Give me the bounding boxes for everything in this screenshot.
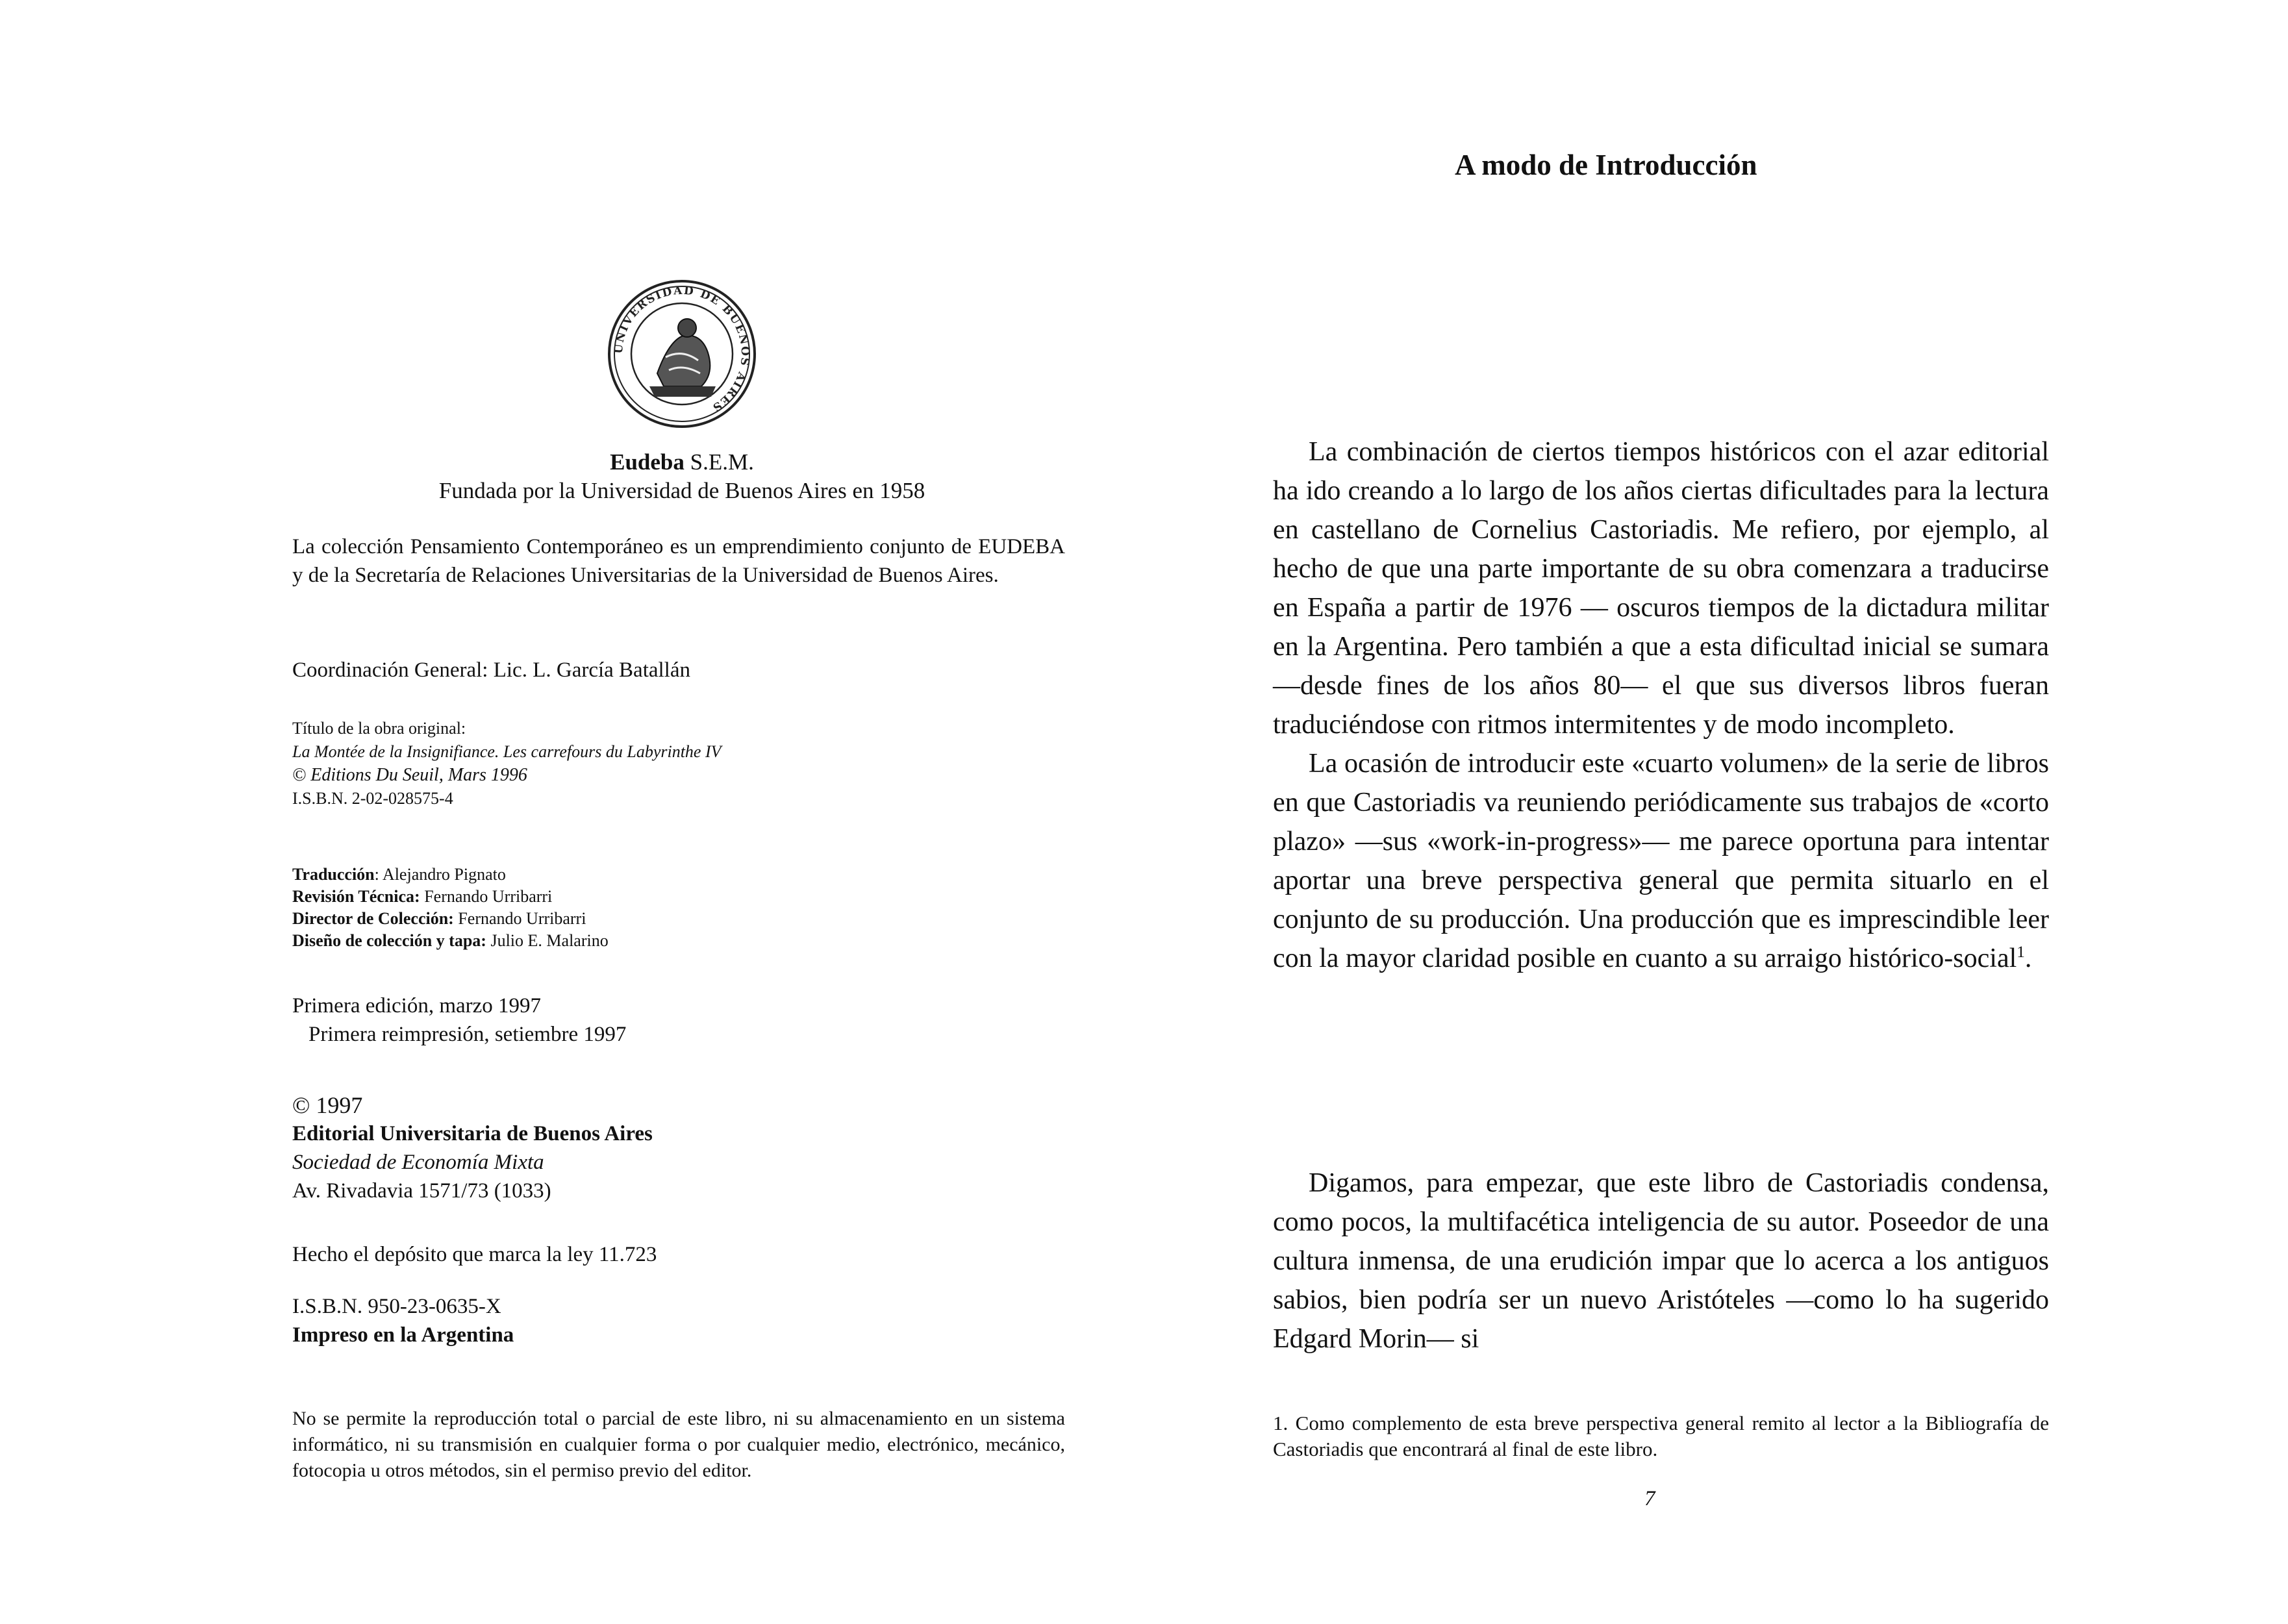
credit-collection-director: [292, 908, 1065, 930]
credit-role: Traducción: [292, 865, 375, 884]
publisher-suffix: S.E.M.: [684, 449, 754, 475]
printed-in: Impreso en la Argentina: [292, 1323, 514, 1347]
body-text-1: [1273, 432, 2049, 978]
credit-role: Director de Colección:: [292, 909, 454, 928]
original-title-label: Título de la obra original:: [292, 719, 466, 738]
credit-name: Julio E. Malarino: [486, 931, 609, 950]
page-number: 7: [1644, 1487, 1655, 1510]
left-page: [0, 0, 1143, 1624]
credits-list: [292, 864, 1065, 952]
copyright-address: Av. Rivadavia 1571/73 (1033): [292, 1179, 551, 1203]
credit-role: Revisión Técnica:: [292, 887, 420, 906]
copyright-society: Sociedad de Economía Mixta: [292, 1151, 544, 1174]
first-reprint: Primera reimpresión, setiembre 1997: [308, 1023, 627, 1046]
credit-name: Fernando Urribarri: [420, 887, 553, 906]
original-title-block: [292, 717, 1065, 810]
copyright-block: [292, 1091, 1065, 1205]
footnote-marker: 1: [2017, 943, 2025, 961]
credit-name: Fernando Urribarri: [453, 909, 586, 928]
footnote: 1. Como complemento de esta breve perspectiva general remito al lector a la Bibliografía de Castoriadis que encontrará al final de este libro.: [1273, 1412, 2049, 1460]
publisher-founded: Fundada por la Universidad de Buenos Aires en 1958: [438, 478, 925, 503]
paragraph-1: La combinación de ciertos tiempos históricos con el azar editorial ha ido creando a lo largo de los años ciertas dificultades para la lectura en castellano de Cornelius Castoriadis. Me refiero, por ejemplo, al hecho de que una parte importante de su obra comenzara a traducirse en España a partir de 1976 — oscuros tiempos de la dictadura militar en la Argentina. Pero también a que a esta dificultad inicial se sumara —desde fines de los años 80— el que sus diversos libros fueran traduciéndose con ritmos intermitentes y de modo incompleto.: [1273, 437, 2049, 740]
paragraph-2-text: La ocasión de introducir este «cuarto volumen» de la serie de libros en que Castoriadis va reuniendo periódicamente sus trabajos de «corto plazo» —sus «work-in-progress»— me parece oportuna para intentar aportar una breve perspectiva general que permita situarlo en el conjunto de su producción. Una producción que es imprescindible leer con la mayor claridad posible en cuanto a su arraigo histórico-social: [1273, 749, 2049, 973]
publisher-name-bold: Eudeba: [610, 449, 685, 475]
body-text-2: [1273, 1164, 2049, 1358]
editions-block: [292, 992, 1065, 1049]
copyright-publisher: Editorial Universitaria de Buenos Aires: [292, 1122, 653, 1145]
seal-ring-text: UNIVERSIDAD DE BUENOS AIRES: [612, 284, 752, 415]
credit-name: : Alejandro Pignato: [374, 865, 506, 884]
credit-design: [292, 930, 1065, 952]
reproduction-notice: No se permite la reproducción total o parcial de este libro, ni su almacenamiento en un sistema informático, ni su transmisión en cualquier forma o por cualquier medio, electrónico, mecánico, fotocopia u otros métodos, sin el permiso previo del editor.: [292, 1408, 1065, 1481]
isbn-block: [292, 1292, 1065, 1349]
original-isbn: I.S.B.N. 2-02-028575-4: [292, 789, 453, 808]
credit-role: Diseño de colección y tapa:: [292, 931, 486, 950]
publisher-block: [364, 448, 1000, 505]
collection-note: La colección Pensamiento Contemporáneo es un emprendimiento conjunto de EUDEBA y de la Secretaría de Relaciones Universitarias de la Universidad de Buenos Aires.: [292, 535, 1065, 587]
original-copyright: © Editions Du Seuil, Mars 1996: [292, 765, 527, 785]
first-edition: Primera edición, marzo 1997: [292, 994, 542, 1018]
paragraph-3: Digamos, para empezar, que este libro de Castoriadis condensa, como pocos, la multifacética inteligencia de su autor. Poseedor de una cultura inmensa, de una erudición impar que lo acerca a los antiguos sabios, bien podría ser un nuevo Aristóteles —como lo ha sugerido Edgard Morin— si: [1273, 1168, 2049, 1354]
book-isbn: I.S.B.N. 950-23-0635-X: [292, 1295, 501, 1318]
credit-technical-review: [292, 886, 1065, 908]
chapter-title: A modo de Introducción: [1455, 149, 1757, 181]
original-title: La Montée de la Insignifiance. Les carrefours du Labyrinthe IV: [292, 742, 722, 761]
coordination: Coordinación General: Lic. L. García Batallán: [292, 658, 690, 682]
publisher-name: [364, 448, 1000, 477]
university-seal-icon: [604, 276, 760, 432]
paragraph-2: La ocasión de introducir este «cuarto volumen» de la serie de libros en que Castoriadis va reuniendo periódicamente sus trabajos de «corto plazo» —sus «work-in-progress»— me parece oportuna para intentar aportar una breve perspectiva general que permita situarlo en el conjunto de su producción. Una producción que es imprescindible leer con la mayor claridad posible en cuanto a su arraigo histórico-social$^1$.: [1273, 749, 2049, 973]
credit-translation: [292, 864, 1065, 886]
legal-deposit: Hecho el depósito que marca la ley 11.723: [292, 1243, 657, 1266]
copyright-year: © 1997: [292, 1092, 363, 1118]
